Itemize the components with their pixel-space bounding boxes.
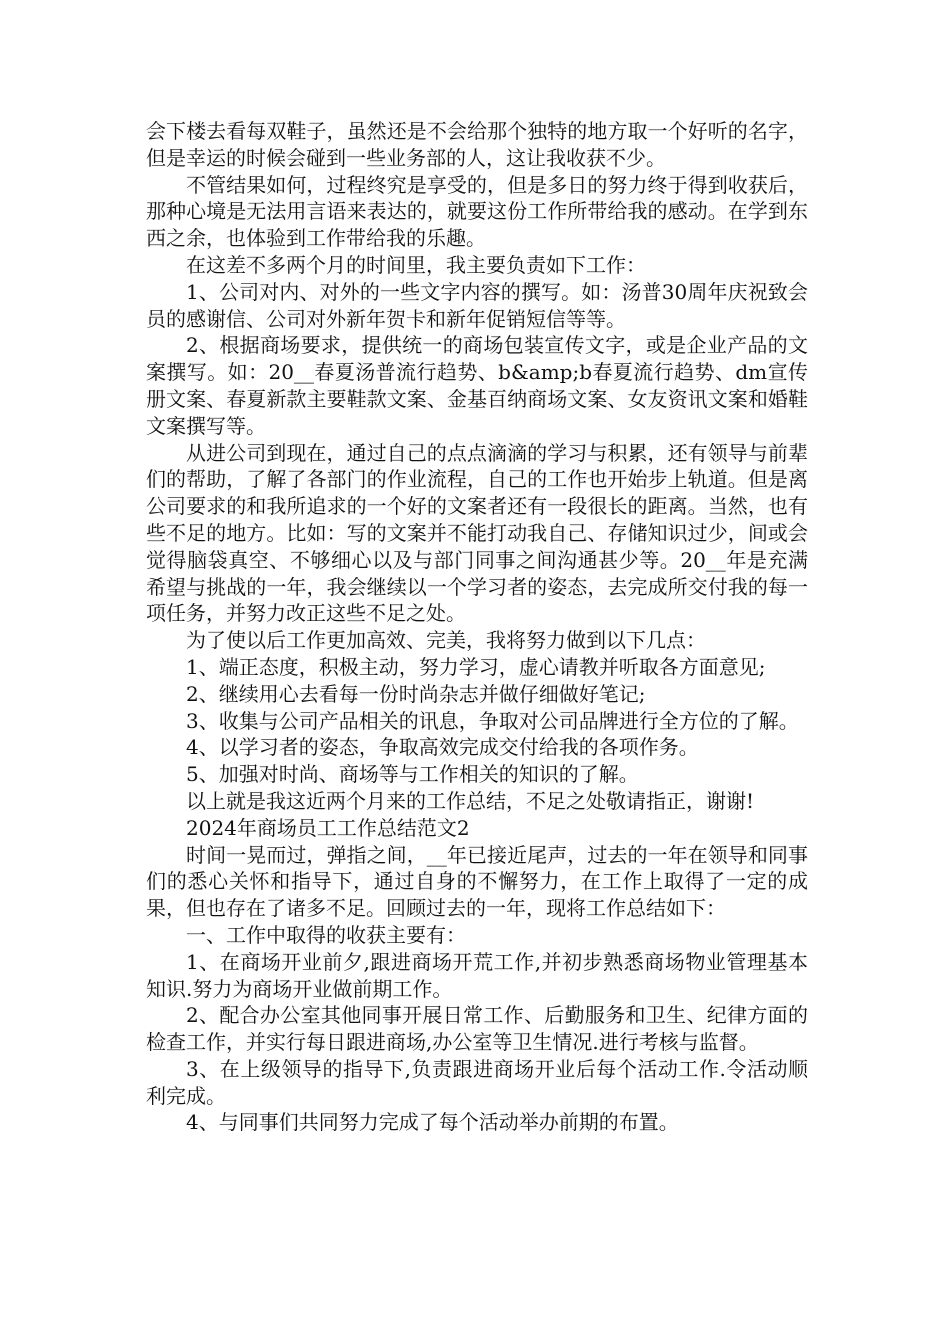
paragraph: 为了使以后工作更加高效、完美，我将努力做到以下几点： bbox=[186, 628, 706, 653]
list-item: 2、根据商场要求，提供统一的商场包装宣传文字，或是企业产品的文案撰写。如：20__春夏汤普流行趋势、b&amp;b春夏流行趋势、dm宣传册文案、春夏新款主要鞋款文案、金基百纳商场文案、女友资讯文案和婚鞋文案撰写等。 bbox=[146, 333, 808, 438]
list-item: 2、继续用心去看每一份时尚杂志并做仔细做好笔记; bbox=[186, 681, 646, 706]
list-item: 5、加强对时尚、商场等与工作相关的知识的了解。 bbox=[186, 762, 639, 787]
list-item: 2、配合办公室其他同事开展日常工作、后勤服务和卫生、纪律方面的检查工作，并实行每日跟进商场,办公室等卫生情况.进行考核与监督。 bbox=[146, 1003, 808, 1055]
list-item: 3、收集与公司产品相关的讯息，争取对公司品牌进行全方位的了解。 bbox=[186, 708, 799, 733]
list-item: 4、与同事们共同努力完成了每个活动举办前期的布置。 bbox=[186, 1110, 679, 1135]
paragraph: 会下楼去看每双鞋子，虽然还是不会给那个独特的地方取一个好听的名字，但是幸运的时候会碰到一些业务部的人，这让我收获不少。 bbox=[146, 119, 808, 170]
subheading: 一、工作中取得的收获主要有： bbox=[186, 922, 466, 947]
list-item: 1、公司对内、对外的一些文字内容的撰写。如：汤普30周年庆祝致会员的感谢信、公司对外新年贺卡和新年促销短信等等。 bbox=[146, 279, 808, 331]
list-item: 4、以学习者的姿态，争取高效完成交付给我的各项作务。 bbox=[186, 735, 699, 760]
list-item: 1、在商场开业前夕,跟进商场开荒工作,并初步熟悉商场物业管理基本知识.努力为商场开业做前期工作。 bbox=[146, 949, 808, 1001]
paragraph: 在这差不多两个月的时间里，我主要负责如下工作： bbox=[186, 252, 646, 277]
paragraph: 不管结果如何，过程终究是享受的，但是多日的努力终于得到收获后，那种心境是无法用言语来表达的，就要这份工作所带给我的感动。在学到东西之余，也体验到工作带给我的乐趣。 bbox=[146, 172, 808, 251]
section-title: 2024年商场员工工作总结范文2 bbox=[186, 815, 470, 840]
paragraph: 从进公司到现在，通过自己的点点滴滴的学习与积累，还有领导与前辈们的帮助，了解了各部门的作业流程，自己的工作也开始步上轨道。但是离公司要求的和我所追求的一个好的文案者还有一段很长的距离。当然，也有些不足的地方。比如：写的文案并不能打动我自己、存储知识过少，间或会觉得脑袋真空、不够细心以及与部门同事之间沟通甚少等。20__年是充满希望与挑战的一年，我会继续以一个学习者的姿态，去完成所交付我的每一项任务，并努力改正这些不足之处。 bbox=[146, 440, 808, 626]
list-item: 1、端正态度，积极主动，努力学习，虚心请教并听取各方面意见; bbox=[186, 654, 766, 679]
paragraph: 以上就是我这近两个月来的工作总结，不足之处敬请指正，谢谢! bbox=[186, 788, 755, 813]
document-page bbox=[146, 118, 808, 1136]
paragraph: 时间一晃而过，弹指之间，__年已接近尾声，过去的一年在领导和同事们的悉心关怀和指导下，通过自身的不懈努力，在工作上取得了一定的成果，但也存在了诸多不足。回顾过去的一年，现将工作总结如下： bbox=[146, 842, 808, 921]
list-item: 3、在上级领导的指导下,负责跟进商场开业后每个活动工作.令活动顺利完成。 bbox=[146, 1056, 808, 1108]
